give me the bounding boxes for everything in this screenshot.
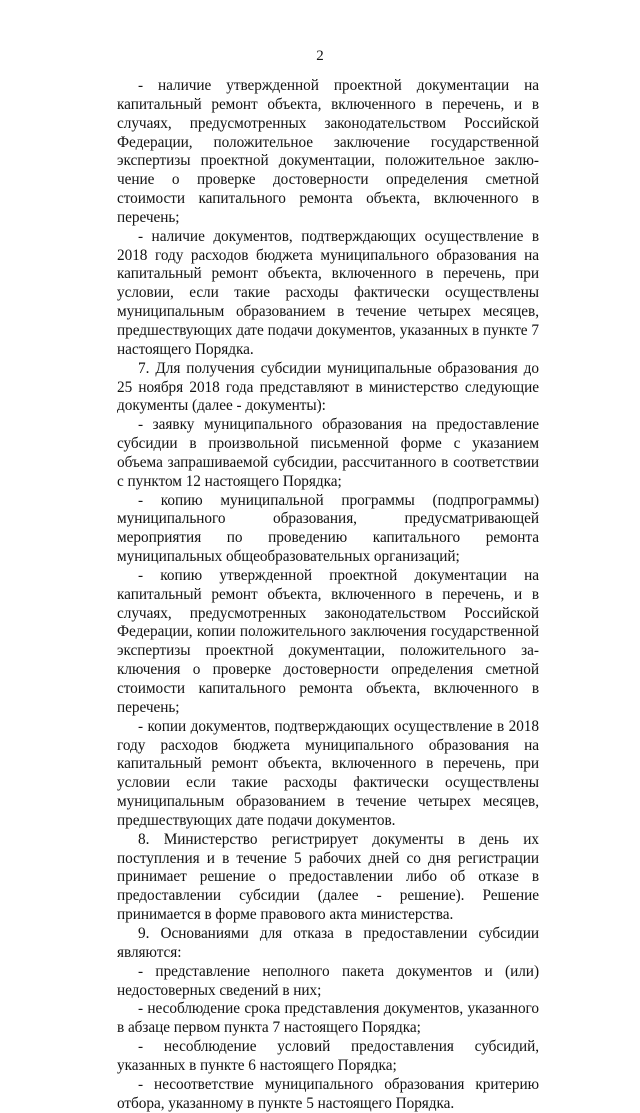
paragraph-item-9: 9. Основаниями для отказа в предоставлении субсидии являются: xyxy=(117,924,539,961)
paragraph-criterion-mismatch: - несоответствие муниципального образования критерию отбора, указанному в пункте 5 настоящего Порядка. xyxy=(117,1075,539,1112)
paragraph-expense-copies: - копии документов, подтверждающих осуществление в 2018 году расходов бюджета муниципального образования на капитальный ремонт объекта, включенного в перечень, при условии если такие расходы фактически осуществлены муниципальным образованием в течение четырех месяцев, предшествующих дате подачи документов. xyxy=(117,717,539,829)
paragraph-incomplete-package: - представление неполного пакета документов и (или) недостоверных сведений в них; xyxy=(117,962,539,999)
paragraph-item-8: 8. Министерство регистрирует документы в день их поступления и в течение 5 рабочих дней со дня регистрации принимает решение о предоставлении либо об отказе в предоставлении субсидии (далее - решение). Решение принимается в форме правового акта министерства. xyxy=(117,830,539,924)
paragraph-expense-documents: - наличие документов, подтверждающих осуществление в 2018 году расходов бюджета муниципального образования на капитальный ремонт объекта, включенного в перечень, при условии, если такие расходы фактически осуществлены муниципальным образованием в течение четырех месяцев, предшествующих дате подачи документов, указанных в пункте 7 настоящего Порядка. xyxy=(117,227,539,358)
page-number: 2 xyxy=(316,48,324,64)
paragraph-item-7: 7. Для получения субсидии муниципальные образования до 25 ноября 2018 года представляют в министерство следующие документы (далее - документы): xyxy=(117,359,539,415)
paragraph-design-documentation: - наличие утвержденной проектной документации на капитальный ремонт объекта, включенного в перечень, и в случаях, предусмотренных законодательством Российской Федерации, положительное заключение государственной экспертизы проектной документации, положительное заключение о проверке достоверности определения сметной стоимости капитального ремонта объекта, включенного в перечень; xyxy=(117,77,539,226)
paragraph-deadline-violation: - несоблюдение срока представления документов, указанного в абзаце первом пункта 7 настоящего Порядка; xyxy=(117,1000,539,1037)
paragraph-program-copy: - копию муниципальной программы (подпрограммы) муниципального образования, предусматривающей мероприятия по проведению капитального ремонта муниципальных общеобразовательных организаций; xyxy=(117,491,539,566)
paragraph-application: - заявку муниципального образования на предоставление субсидии в произвольной письменной форме с указанием объема запрашиваемой субсидии, рассчитанного в соответствии с пунктом 12 настоящего Порядка; xyxy=(117,416,539,490)
document-body xyxy=(117,77,539,1113)
paragraph-documentation-copy: - копию утвержденной проектной документации на капитальный ремонт объекта, включенного в перечень, и в случаях, предусмотренных законодательством Российской Федерации, копии положительного заключения государственной экспертизы проектной документации, положительного заключения о проверке достоверности определения сметной стоимости капитального ремонта объекта, включенного в перечень; xyxy=(117,566,539,716)
paragraph-conditions-violation: - несоблюдение условий предоставления субсидий, указанных в пункте 6 настоящего Порядка; xyxy=(117,1038,539,1074)
